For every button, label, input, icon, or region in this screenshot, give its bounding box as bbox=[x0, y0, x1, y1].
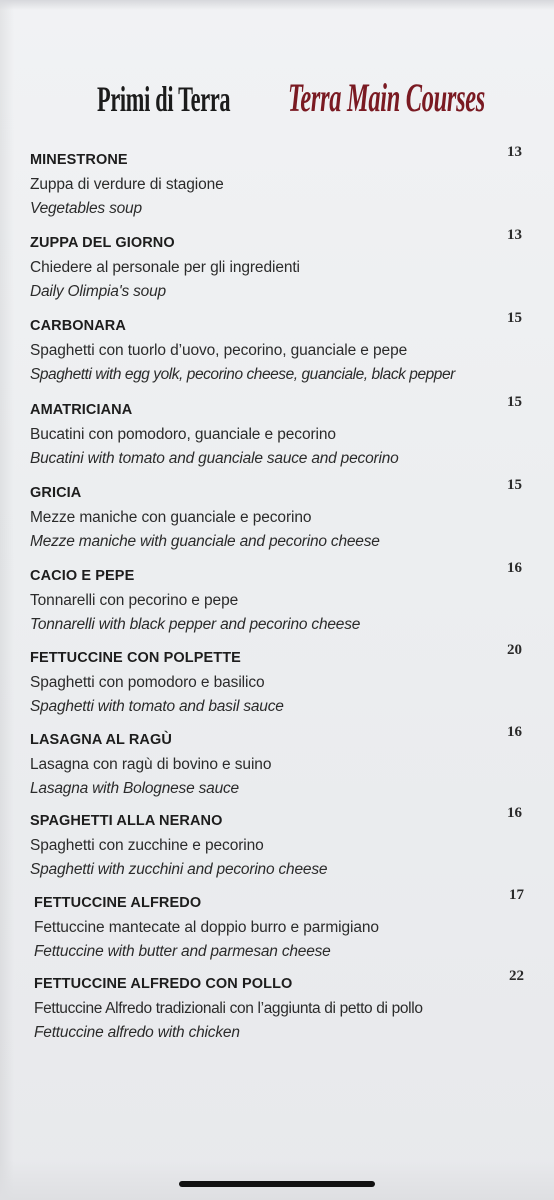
dish-description-italian: Tonnarelli con pecorino e pepe bbox=[30, 592, 239, 609]
dish-description-english: Mezze maniche with guanciale and pecorino cheese bbox=[30, 533, 380, 550]
dish-description-italian: Fettuccine Alfredo tradizionali con l’aggiunta di petto di pollo bbox=[34, 1000, 423, 1017]
title-english: Terra Main Courses bbox=[288, 75, 486, 120]
dish-description-italian: Mezze maniche con guanciale e pecorino bbox=[30, 509, 312, 526]
dish-name: GRICIA bbox=[30, 485, 82, 501]
dish-name: FETTUCCINE CON POLPETTE bbox=[30, 650, 241, 666]
dish-price: 17 bbox=[509, 887, 524, 903]
dish-description-italian: Spaghetti con pomodoro e basilico bbox=[30, 674, 265, 691]
dish-price: 20 bbox=[507, 642, 522, 658]
dish-description-english: Tonnarelli with black pepper and pecorino cheese bbox=[30, 616, 361, 633]
dish-description-english: Lasagna with Bolognese sauce bbox=[30, 780, 239, 797]
dish-name: FETTUCCINE ALFREDO bbox=[34, 895, 202, 911]
title-italian: Primi di Terra bbox=[97, 79, 231, 119]
dish-name: CARBONARA bbox=[30, 318, 126, 334]
dish-price: 22 bbox=[509, 968, 524, 984]
dish-name: MINESTRONE bbox=[30, 152, 128, 168]
dish-description-italian: Fettuccine mantecate al doppio burro e parmigiano bbox=[34, 919, 379, 936]
dish-name: AMATRICIANA bbox=[30, 402, 133, 418]
dish-description-italian: Lasagna con ragù di bovino e suino bbox=[30, 756, 272, 773]
dish-price: 16 bbox=[507, 724, 522, 740]
dish-description-italian: Spaghetti con tuorlo d’uovo, pecorino, guanciale e pepe bbox=[30, 342, 408, 359]
bottom-fade bbox=[0, 1160, 554, 1200]
dish-name: FETTUCCINE ALFREDO CON POLLO bbox=[34, 976, 293, 992]
menu-heading bbox=[0, 70, 554, 126]
dish-price: 15 bbox=[507, 394, 522, 410]
dish-price: 13 bbox=[507, 144, 522, 160]
dish-description-english: Fettuccine with butter and parmesan cheese bbox=[34, 943, 331, 960]
dish-description-italian: Chiedere al personale per gli ingredienti bbox=[30, 259, 300, 276]
dish-description-english: Bucatini with tomato and guanciale sauce and pecorino bbox=[30, 450, 399, 467]
dish-description-english: Spaghetti with egg yolk, pecorino cheese, guanciale, black pepper bbox=[30, 366, 455, 383]
dish-description-english: Daily Olimpia's soup bbox=[30, 283, 166, 300]
dish-price: 16 bbox=[507, 560, 522, 576]
dish-description-english: Spaghetti with tomato and basil sauce bbox=[30, 698, 284, 715]
dish-price: 15 bbox=[507, 310, 522, 326]
dish-description-italian: Zuppa di verdure di stagione bbox=[30, 176, 224, 193]
dish-price: 13 bbox=[507, 227, 522, 243]
home-indicator[interactable] bbox=[179, 1181, 375, 1187]
dish-name: ZUPPA DEL GIORNO bbox=[30, 235, 175, 251]
dish-name: SPAGHETTI ALLA NERANO bbox=[30, 813, 223, 829]
dish-description-english: Spaghetti with zucchini and pecorino cheese bbox=[30, 861, 328, 878]
dish-description-english: Vegetables soup bbox=[30, 200, 142, 217]
dish-description-english: Fettuccine alfredo with chicken bbox=[34, 1024, 240, 1041]
dish-price: 16 bbox=[507, 805, 522, 821]
dish-name: LASAGNA AL RAGÙ bbox=[30, 732, 172, 748]
top-shadow bbox=[0, 0, 554, 10]
dish-price: 15 bbox=[507, 477, 522, 493]
dish-description-italian: Bucatini con pomodoro, guanciale e pecorino bbox=[30, 426, 336, 443]
dish-description-italian: Spaghetti con zucchine e pecorino bbox=[30, 837, 264, 854]
dish-name: CACIO E PEPE bbox=[30, 568, 135, 584]
